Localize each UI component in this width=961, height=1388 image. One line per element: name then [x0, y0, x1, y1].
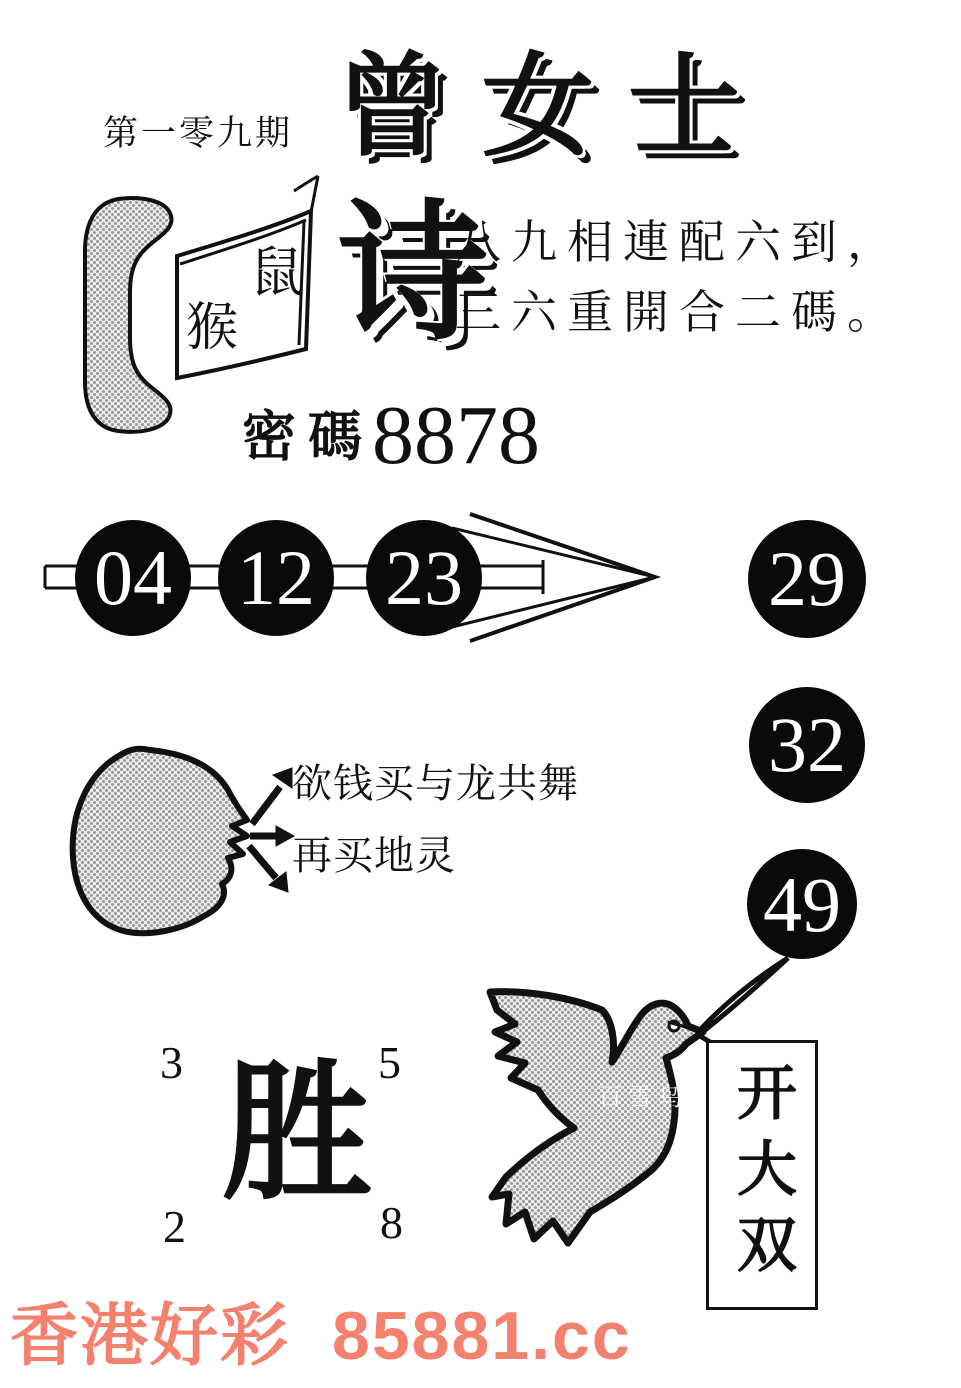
zodiac-rat: 鼠: [250, 243, 304, 303]
win-character: 胜: [222, 1052, 373, 1218]
ball-number-32: 32: [768, 701, 846, 788]
zodiac-monkey: 猴: [186, 300, 239, 357]
speech-arrows: [249, 768, 294, 892]
password-value: 8878: [372, 389, 540, 482]
corner-number-top-right: 5: [378, 1037, 401, 1088]
speech-line-1: 欲钱买与龙共舞: [292, 761, 579, 806]
password-label: 密碼: [242, 407, 374, 467]
poem-line-1: 八九相連配六到，: [455, 217, 903, 268]
poem-line-2: 三六重開合二碼。: [455, 287, 903, 338]
issue-label: 第一零九期: [103, 114, 294, 153]
face-icon: [73, 749, 247, 934]
footer-site: 85881.cc: [332, 1298, 632, 1374]
footer-banner: [10, 1298, 632, 1374]
ball-number-49: 49: [763, 861, 841, 948]
phone-icon: [85, 198, 172, 432]
ball-number-23: 23: [385, 534, 463, 621]
corner-number-top-left: 3: [160, 1037, 183, 1088]
ball-number-04: 04: [94, 534, 172, 621]
speech-line-2: 再买地灵: [292, 833, 456, 878]
poem-character: 诗: [338, 192, 489, 358]
result-box: [706, 1040, 818, 1310]
result-box-text: 开大双: [729, 1061, 795, 1289]
corner-number-bottom-right: 8: [380, 1197, 403, 1248]
ball-number-12: 12: [237, 534, 315, 621]
page-title: 曾女士: [336, 46, 774, 170]
corner-number-bottom-left: 2: [163, 1201, 186, 1252]
dove-watermark: 百雪鸟: [598, 1085, 688, 1111]
ball-number-29: 29: [768, 535, 846, 622]
footer-brand: 香港好彩: [10, 1298, 291, 1374]
